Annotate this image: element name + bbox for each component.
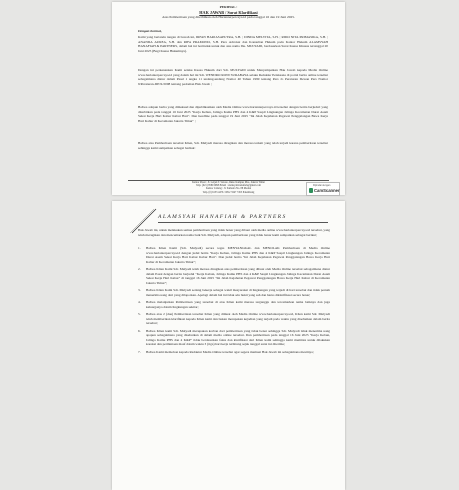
list-item: 2. Bahwa Klien Kami Sdr. Mulyadi telah merasa dirugikan atas pemberitaan yang dibuat oleh Media Online tersebut sebagaimana diatur dalam Pasal dengan berita berjudul "Kerja Kebun, Jalinga Kamu PHS dan 4 K&P Saspil Lingkungan Jalinga Kecamatan Durat Asam Sekai Kerja Hari Kabur" di tanggal 16 Juni 2025 "Ini Jalah Kejahatan Pegawai Penggalangan Bawa Kerja Hari Kabur di Kecamatan Jakarta Timur"; [138, 267, 330, 285]
numbered-list [138, 246, 330, 357]
paragraph-4: Bahwa atas Pemberitaan tersebut Klien, Sdr. Mulyadi merasa dirugikan dan merasa terkait yang telah terjadi karena pemberitaan tersebut sehingga kami sampaikan sebagai berikut: [138, 141, 328, 150]
list-item: 7. Bahwa Kami memohon kepada Redaktur Media Online tersebut agar segera memuat Hak Jawab ini sebagaimana mestinya; [138, 349, 314, 354]
letterhead-underline [158, 222, 328, 223]
paragraph-3: Bahwa adapun berita yang dimaksud dan dipublikasikan oleh Media Online www.harianterpercaya.id tersebut dengan berita berjudul: yang diterbitkan pada tanggal 16 Juni 2025 "Kerja Kebun, Jalinga Kamu PHS dan 4 K&P Saspil Lingkungan Jalinga Kecamatan Durat Asam Sekai Kerja Hari Kabur Kabur Hari". Dan headline pada tanggal 19 Juni 2025 "Ini Jalah Kejahatan Pegawai Penggalangan Bawa Kerja Hari Kabur di Kecamatan Jakarta Timur" ; [138, 105, 328, 123]
letter-page-2 [112, 201, 345, 490]
stamp-brand: CamScanner [314, 188, 340, 193]
letter-page-1 [112, 2, 345, 195]
camscanner-logo-icon [309, 188, 314, 193]
letterhead-firm-name: ALAMSYAH HANAFIAH & PARTNERS [158, 214, 287, 220]
list-item: 3. Bahwa Klien Kami Sdr. Mulyadi sedang bekerja sebagai wakil masyarakat di lingkungan yang terjadi di hari tersebut dan tidak pernah menerima uang dari yang dilaporkan. Apalagi dalam hal ini tidak ada bukti yang sah dan harus diklarifikasi secara benar; [138, 288, 330, 297]
footer-line-1: Kantor Pusat : Jl. Letjen T. Sutono, Ruko Kampus Mas, Jakarta Timur [192, 181, 265, 184]
salutation: Dengan hormat, [138, 29, 162, 33]
footer-line-2: Telp. (021) 8589 9098 Email : alamsyah.hanafiah@gmail.com [196, 184, 261, 188]
footer-line-4: Telp. (0) 6133 4476 / 0812 3347 7455 Palembang [202, 190, 255, 194]
letter-subtitle: Atas Pemberitaan yang diterbitkan oleh Harianterpercaya.id pada tanggal 16 dan 19 Juni 2025. [162, 15, 295, 19]
paragraph-1: Kami yang bertanda tangan di bawah ini, IRFAN HARJASAPUTRA, S.H. ; DINDA MELVITA, S.H. ; RIDO NITA PRIMASIKA, S.H. ; ANANDA AUREA, S.H. dan RIFA PRAMONO, S.H. Para Advokat dan Konsultan Hukum pada Kantor Hukum ALAMSYAH HANAFIAH & PARTNERS, dalam hal ini bertindak untuk dan atas nama Ibu. MULYADI, berdasarkan Surat Kuasa Khusus tertanggal 20 Juni 2025 (Bagi Kuasa Hukumnya). [138, 35, 328, 53]
camscanner-badge [306, 182, 340, 196]
paragraph-2: Dengan ini perkenankan Kami selaku Kuasa Hukum dari Sdr. MULYADI untuk Menyampaikan Hak Jawab kepada Media Online www.harianterpercaya.id yang dalam hal ini Sdr. WENDRO RONI SURABAYA selaku Redaktur Pelaksana di portal berita online tersebut sebagaimana diatur dalam Pasal 1 angka 11 undang-undang Nomor 40 Tahun 1999 tentang Pers Jo Peraturan Dewan Pers Nomor 9/Peraturan-DP/X/2008 tentang pedoman Hak Jawab ; [138, 68, 328, 86]
list-item: 6. Bahwa Klien kami Sdr. Mulyadi merupakan korban dari pemberitaan yang tidak benar sehingga Sdr. Mulyadi tidak menerima uang apapun sebagaimana yang disebutkan di dalam media online tersebut. Dan pemberitaan pada tanggal 16 Juni 2025 "Kerja Kebun, Jalinga Kamu PHS dan 4 K&P" tidak berdasarkan fakta dan klarifikasi dari Klien kami sehingga kami meminta untuk dilakukan koreksi dan permintaan maaf dalam waktu 3 (tiga) hari kerja terhitung sejak tanggal surat ini diterima; [138, 328, 330, 346]
list-item: 4. Bahwa melanjutkan Pemberitaan yang tersebut di atas Klien kami merasa terganggu dan tercemarkan nama baiknya dan juga keluarganya dalam lingkungan sekitar; [138, 300, 330, 309]
list-item: 1. Bahwa Klien Kami (Sdr. Mulyadi) secara tegas MENYANGKAL dan MENOLAK Pemberitaan di Media Online www.harianterpercaya.id dengan judul berita "Kerja Kebun, Jalinga Kamu PHS dan 4 K&P Saspil Lingkungan Jalinga Kecamatan Durat Asam Sekai Kerja Hari Kabur Kabur Hari". Dan judul berita "Ini Jalah Kejahatan Pegawai Penggalangan Bawa Kerja Hari Kabur di Kecamatan Jakarta Timur"; [138, 246, 330, 264]
letter-title: HAK JAWAB / Surat Klarifikasi [199, 10, 258, 15]
stamp-label: Dipindai dengan [313, 184, 331, 187]
perihal-label: PERIHAL : [219, 5, 238, 9]
list-item: 5. Bahwa atas 2 (dua) Pemberitaan tersebut Klien yang dimuat oleh Media Online www.harianterpercaya.id, Klien kami Sdr. Mulyadi telah memberikan klarifikasi kepada Klien kami dan bukan merupakan kejadian yang terjadi pada waktu yang disebutkan dalam berita tersebut; [138, 312, 330, 325]
intro-paragraph: Hak Jawab ini, untuk melakukan semua pemberitaan yang tidak benar yang dibuat oleh media online www.harianterpercaya.id tersebut, yang telah merugikan dan mencemarkan nama baik Sdr. Mulyadi, adapun pemberitaan yang tidak benar kami sampaikan sebagai berikut; [138, 228, 330, 237]
footer-line-3: Kantor Cabang : Jl. Sumatra No. 88 Medan [205, 187, 252, 191]
